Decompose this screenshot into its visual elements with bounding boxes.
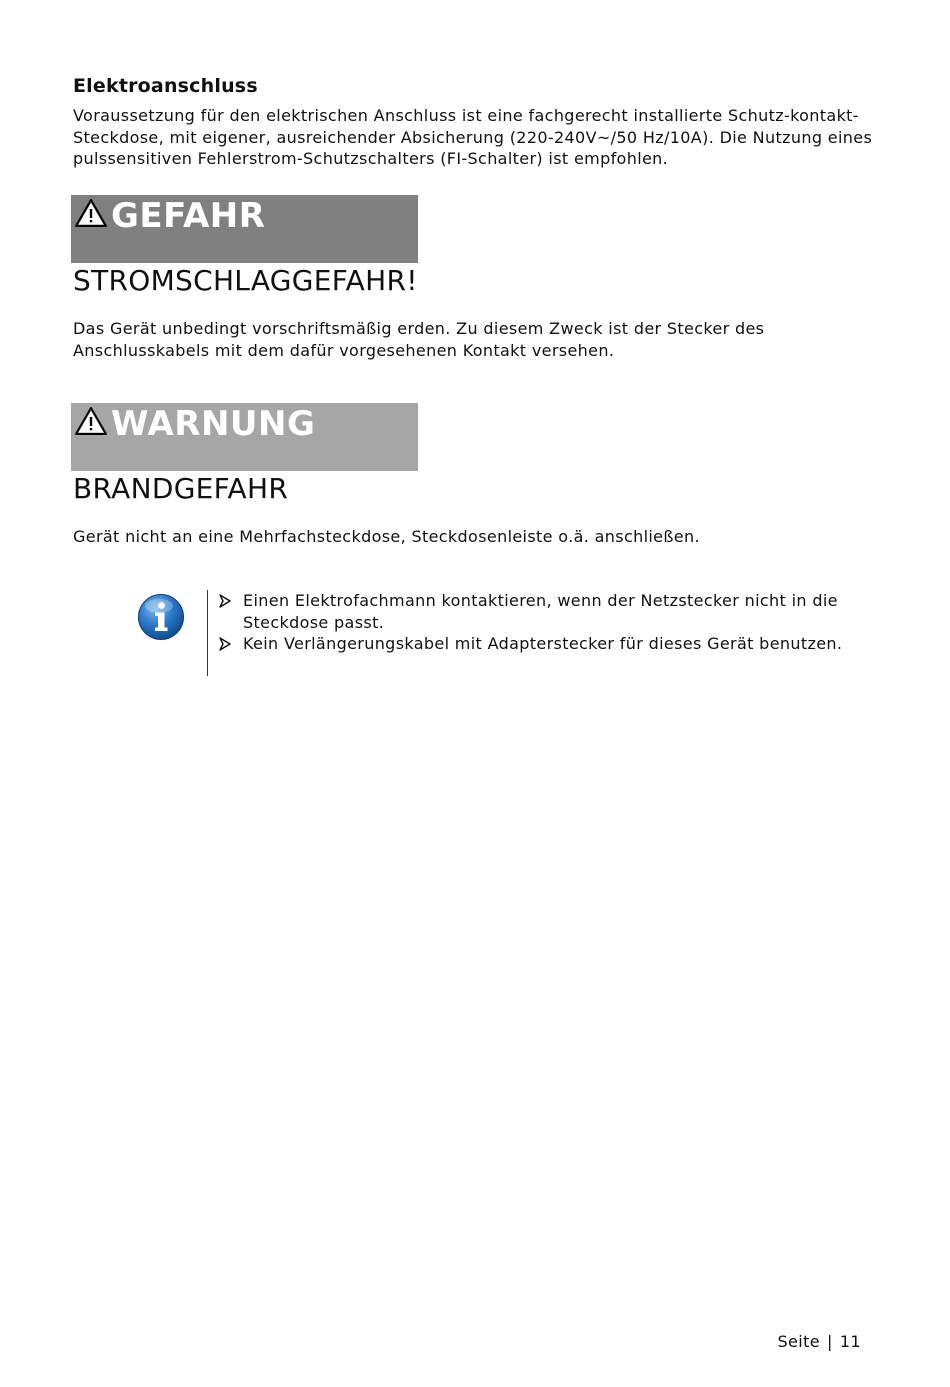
info-divider (207, 590, 208, 676)
list-item (218, 633, 858, 655)
list-item-text: Einen Elektrofachmann kontaktieren, wenn der Netzstecker nicht in die Steckdose passt. (243, 591, 838, 632)
page-label: Seite (777, 1332, 821, 1351)
section-title: Elektroanschluss (73, 75, 258, 97)
info-list (218, 590, 858, 655)
info-icon (137, 593, 185, 641)
danger-heading: STROMSCHLAGGEFAHR! (73, 264, 418, 297)
danger-label: GEFAHR (111, 196, 266, 236)
warning-triangle-icon (74, 406, 108, 436)
list-item-text: Kein Verlängerungskabel mit Adapterstecker für dieses Gerät benutzen. (243, 634, 843, 653)
arrow-bullet-icon (218, 594, 232, 608)
danger-banner (71, 195, 418, 263)
page-number: 11 (839, 1332, 861, 1351)
intro-paragraph: Voraussetzung für den elektrischen Anschluss ist eine fachgerecht installierte Schutz-kontakt-Steckdose, mit eigener, ausreichender Absicherung (220-240V~/50 Hz/10A). Die Nutzung eines pulssensitiven Fehlerstrom-Schutzschalters (FI-Schalter) ist empfohlen. (73, 106, 873, 168)
list-item (218, 590, 858, 633)
arrow-bullet-icon (218, 637, 232, 651)
warning-banner (71, 403, 418, 471)
warning-label: WARNUNG (111, 404, 316, 444)
danger-text: Das Gerät unbedingt vorschriftsmäßig erden. Zu diesem Zweck ist der Stecker des Anschlusskabels mit dem dafür vorgesehenen Kontakt versehen. (73, 319, 765, 360)
page-footer (777, 1332, 861, 1351)
warning-heading: BRANDGEFAHR (73, 472, 289, 505)
warning-text: Gerät nicht an eine Mehrfachsteckdose, Steckdosenleiste o.ä. anschließen. (73, 527, 700, 546)
warning-triangle-icon (74, 198, 108, 228)
footer-separator: | (827, 1332, 833, 1351)
